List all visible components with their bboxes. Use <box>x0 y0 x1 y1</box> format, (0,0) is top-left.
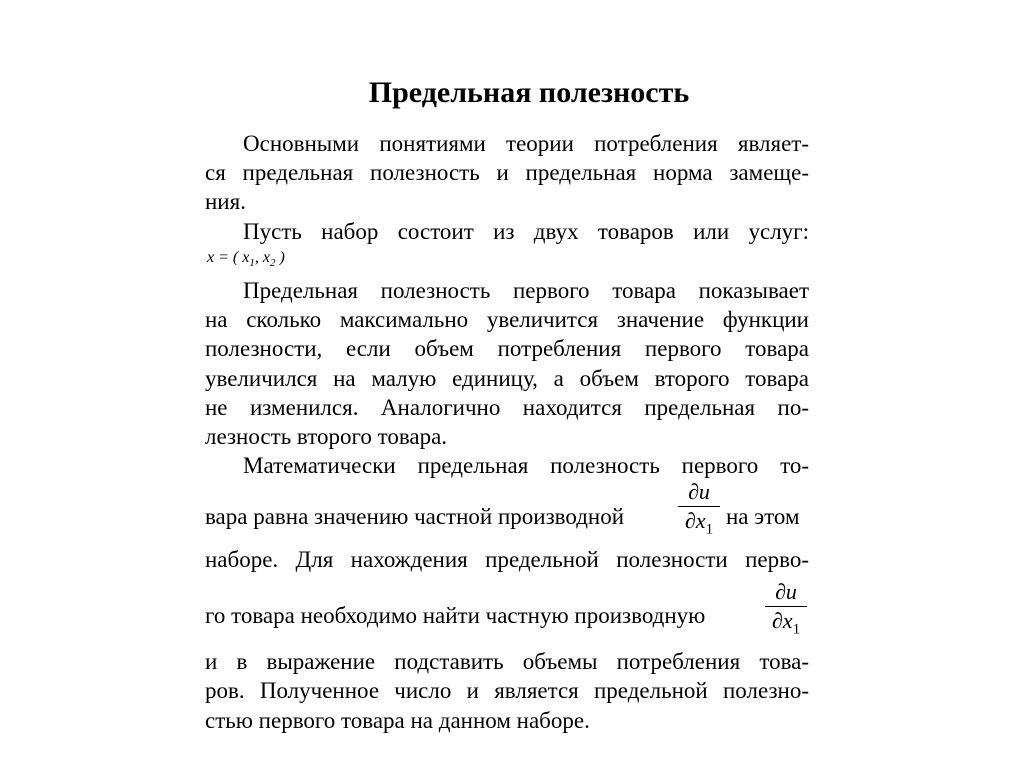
text-line: вара равна значению частной производной <box>205 504 625 529</box>
formula-comma: , <box>254 249 263 266</box>
derivative-numerator: ∂u <box>688 479 710 504</box>
text-line: на этом <box>726 504 800 529</box>
text-line: Предельная полезность первого товара показывает <box>243 278 809 303</box>
text-line: го товара необходимо найти частную производную <box>205 603 706 628</box>
partial-derivative <box>765 580 807 641</box>
text-line: ров. Полученное число и является предельной полезно- <box>205 678 809 703</box>
derivative-subscript: 1 <box>705 521 714 538</box>
text-line: ся предельная полезность и предельная норма замеще- <box>205 160 809 185</box>
derivative-denominator: ∂x <box>684 508 706 533</box>
text-line: наборе. Для нахождения предельной полезности перво- <box>205 547 809 572</box>
derivative-subscript: 1 <box>792 621 801 638</box>
partial-derivative <box>678 480 720 541</box>
text-line: Пусть набор состоит из двух товаров или услуг: <box>243 219 809 244</box>
text-line: ния. <box>205 189 246 214</box>
fraction-bar <box>765 606 807 607</box>
text-line: полезности, если объем потребления первого товара <box>205 336 809 361</box>
derivative-denominator: ∂x <box>771 608 793 633</box>
formula-x: x <box>207 249 215 266</box>
formula-x2: x <box>262 249 270 266</box>
formula-eq: = ( <box>214 249 243 266</box>
derivative-numerator: ∂u <box>775 579 797 604</box>
text-line: Математически предельная полезность первого то- <box>243 453 809 478</box>
text-line: не изменился. Аналогично находится предельная по- <box>205 395 809 420</box>
formula-x1: x <box>242 249 250 266</box>
text-line: увеличился на малую единицу, а объем второго товара <box>205 366 809 391</box>
text-line: стью первого товара на данном наборе. <box>205 708 590 733</box>
formula-sub1: 1 <box>249 257 255 270</box>
text-line: Основными понятиями теории потребления являет- <box>243 131 809 156</box>
text-line: лезность второго товара. <box>205 424 448 449</box>
formula-sub2: 2 <box>269 257 276 270</box>
page-title: Предельная полезность <box>368 76 690 109</box>
text-line: на сколько максимально увеличится значение функции <box>205 307 809 332</box>
formula-close: ) <box>275 249 285 266</box>
bundle-formula <box>207 249 285 269</box>
fraction-bar <box>678 506 720 507</box>
text-line: и в выражение подставить объемы потребления това- <box>205 649 809 674</box>
